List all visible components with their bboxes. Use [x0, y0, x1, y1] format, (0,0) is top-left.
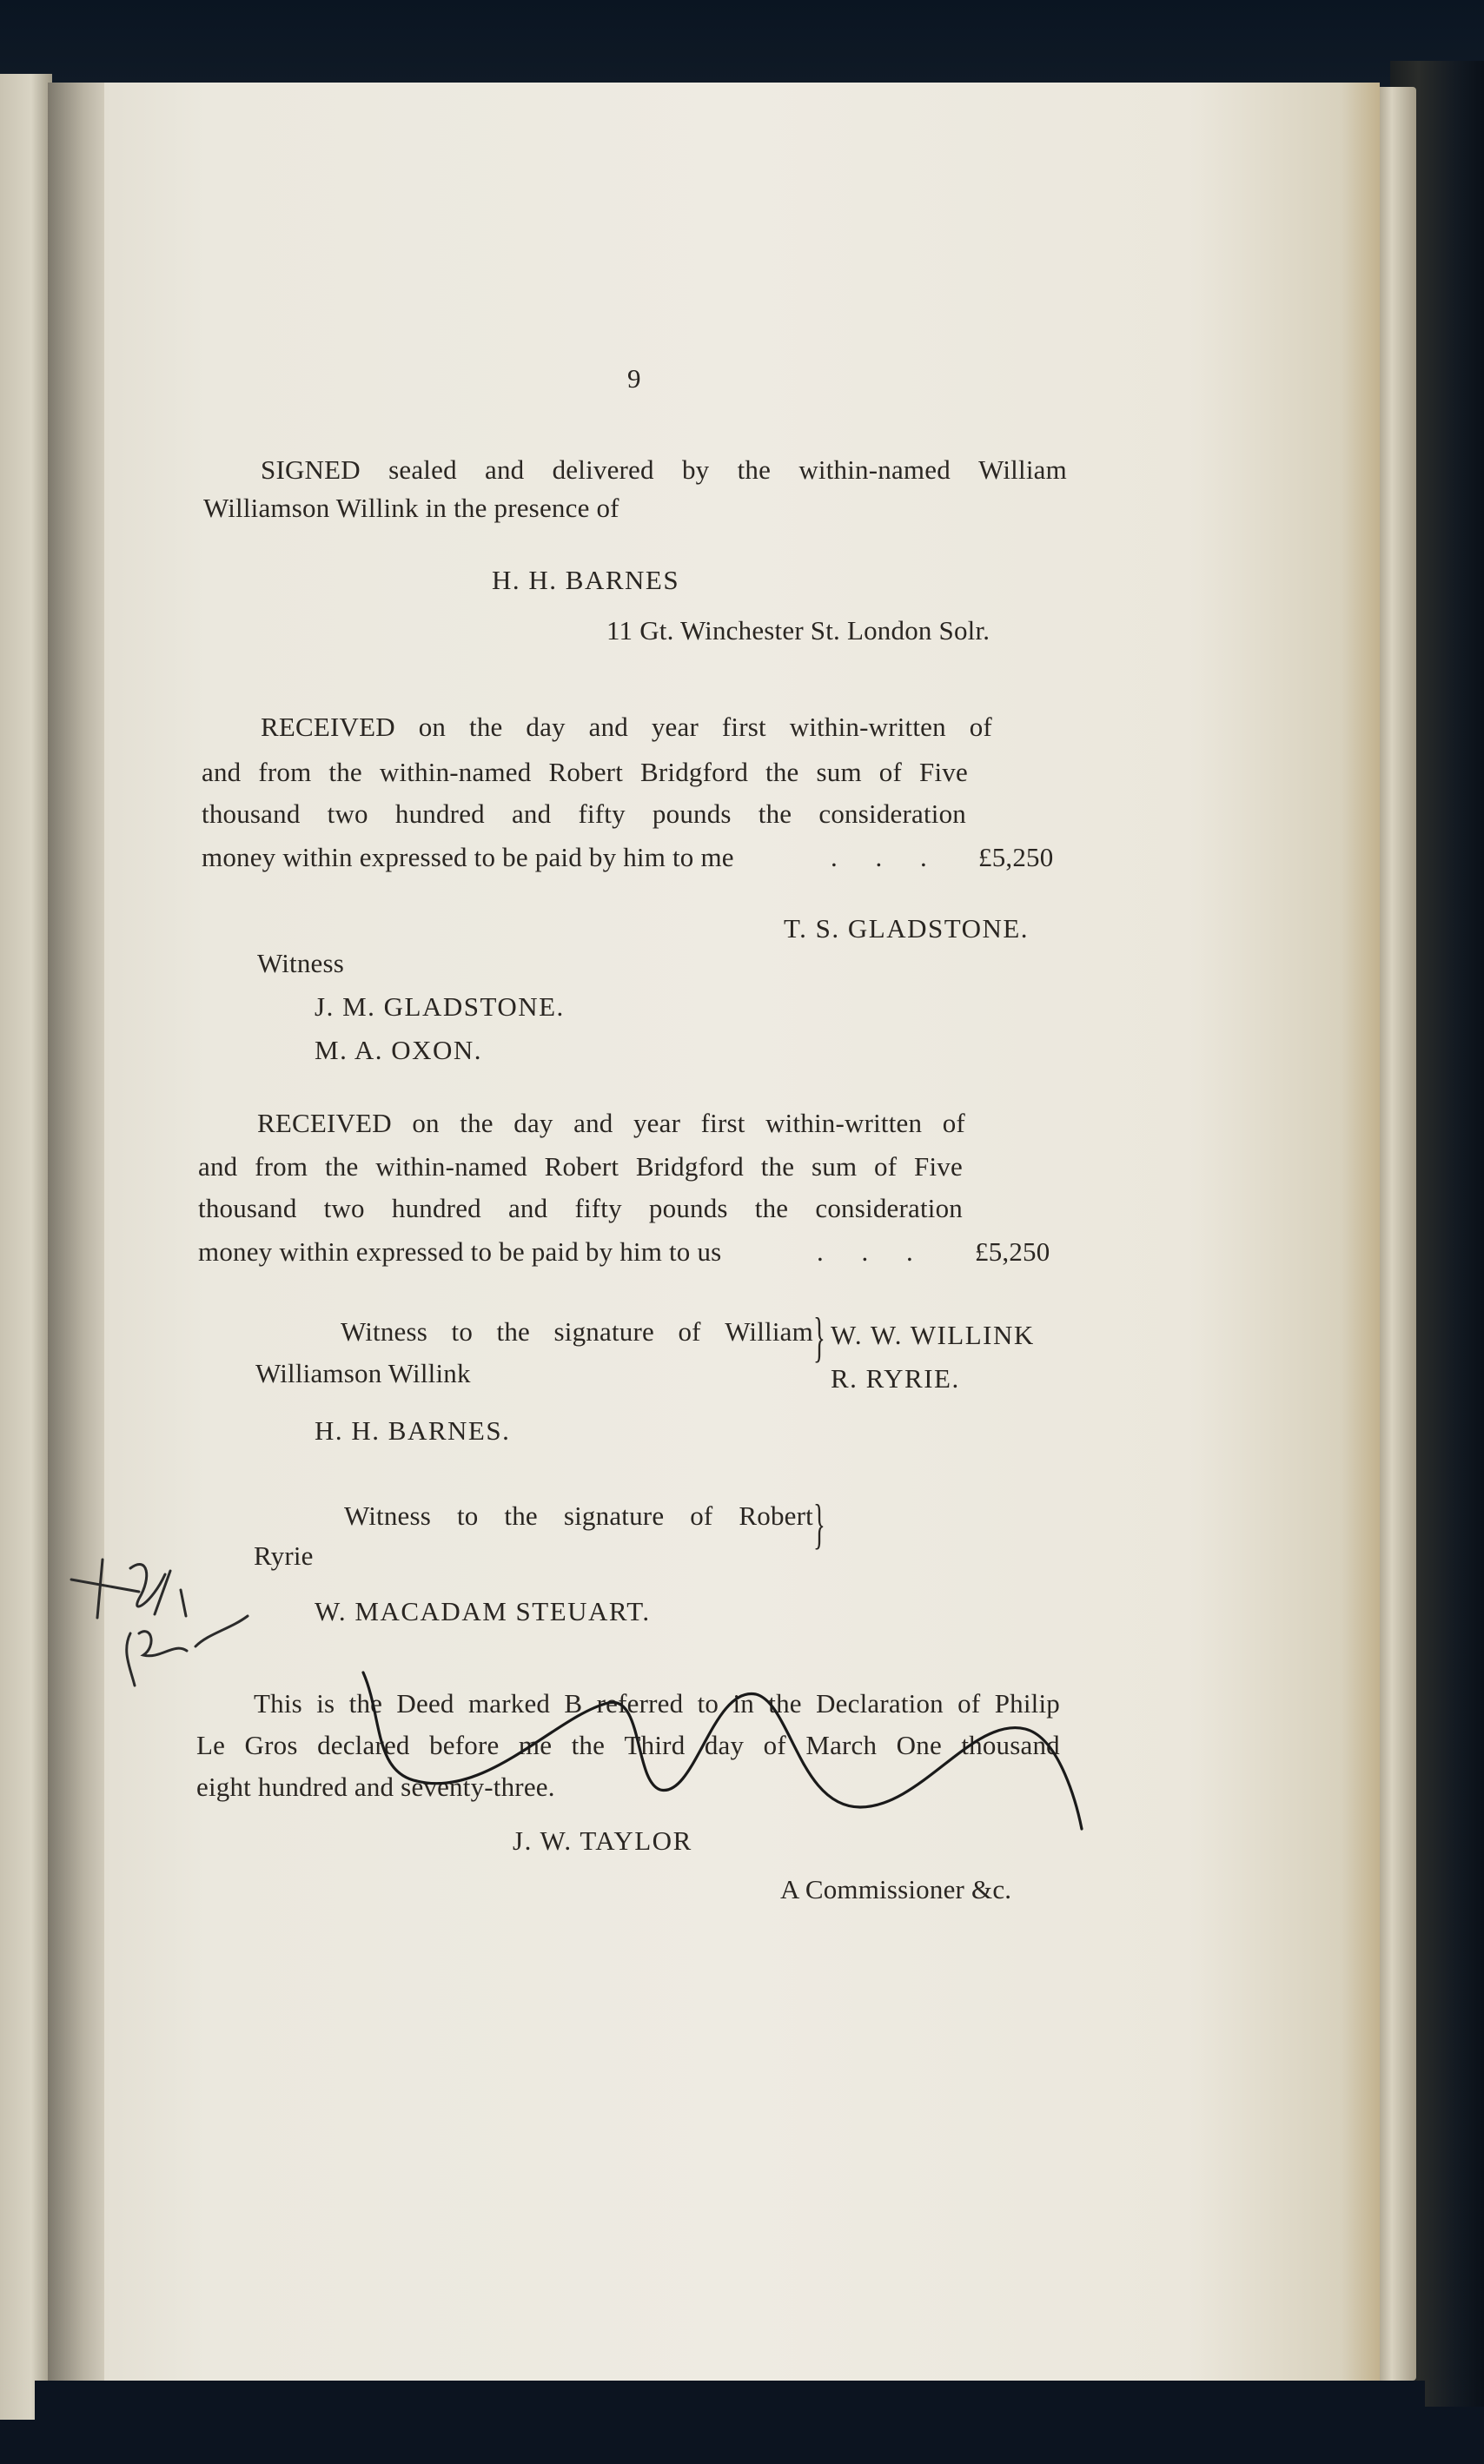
attestation2-brace: }: [813, 1493, 825, 1554]
signed-line-2: Williamson Willink in the presence of: [203, 493, 619, 523]
attestation1-line-1: Witness to the signature of William: [341, 1316, 813, 1347]
receipt1-signatory: T. S. GLADSTONE.: [784, 913, 1030, 944]
signed-witness-name: H. H. BARNES: [492, 565, 680, 595]
receipt2-amount: £5,250: [975, 1236, 1050, 1267]
receipt1-line-3: thousand two hundred and fifty pounds the consideration: [202, 798, 966, 829]
receipt1-witness-label: Witness: [257, 948, 345, 978]
attestation1-witness: H. H. BARNES.: [315, 1415, 511, 1446]
declaration-commissioner-title: A Commissioner &c.: [780, 1874, 1012, 1904]
receipt2-line-2: and from the within-named Robert Bridgford the sum of Five: [198, 1151, 963, 1182]
receipt1-line-1: RECEIVED on the day and year first within-written of: [261, 712, 992, 742]
receipt1-last-line: money within expressed to be paid by him to me: [202, 842, 734, 872]
receipt1-dots: . . .: [831, 842, 943, 872]
receipt1-amount: £5,250: [978, 842, 1054, 872]
attestation1-brace: }: [813, 1306, 825, 1368]
attestation1-line-2: Williamson Willink: [255, 1358, 471, 1388]
receipt1-witness-2: M. A. OXON.: [315, 1035, 483, 1065]
attestation2-line-1: Witness to the signature of Robert: [344, 1500, 813, 1531]
receipt2-line-3: thousand two hundred and fifty pounds the consideration: [198, 1193, 963, 1223]
receipt1-line-2: and from the within-named Robert Bridgford the sum of Five: [202, 757, 968, 787]
receipt2-last-line: money within expressed to be paid by him to us: [198, 1236, 722, 1267]
page-number: 9: [627, 363, 641, 394]
declaration-line-1: This is the Deed marked B referred to in the Declaration of Philip: [254, 1688, 1060, 1719]
receipt1-witness-1: J. M. GLADSTONE.: [315, 991, 565, 1022]
cancellation-wave-stroke: [363, 1672, 1082, 1829]
declaration-line-3: eight hundred and seventy-three.: [196, 1772, 555, 1802]
attestation2-witness: W. MACADAM STEUART.: [315, 1596, 651, 1626]
signed-line-1: SIGNED sealed and delivered by the within-named William: [261, 454, 1067, 485]
attestation1-signatory-1: W. W. WILLINK: [831, 1320, 1035, 1350]
receipt2-dots: . . .: [817, 1236, 929, 1267]
attestation2-line-2: Ryrie: [254, 1540, 314, 1571]
receipt2-line-1: RECEIVED on the day and year first within-written of: [257, 1108, 965, 1138]
attestation1-signatory-2: R. RYRIE.: [831, 1363, 960, 1394]
declaration-line-2: Le Gros declared before me the Third day of March One thousand: [196, 1730, 1060, 1760]
initials-mark: [71, 1560, 248, 1686]
signed-witness-address: 11 Gt. Winchester St. London Solr.: [606, 615, 990, 646]
declaration-commissioner: J. W. TAYLOR: [513, 1825, 692, 1856]
